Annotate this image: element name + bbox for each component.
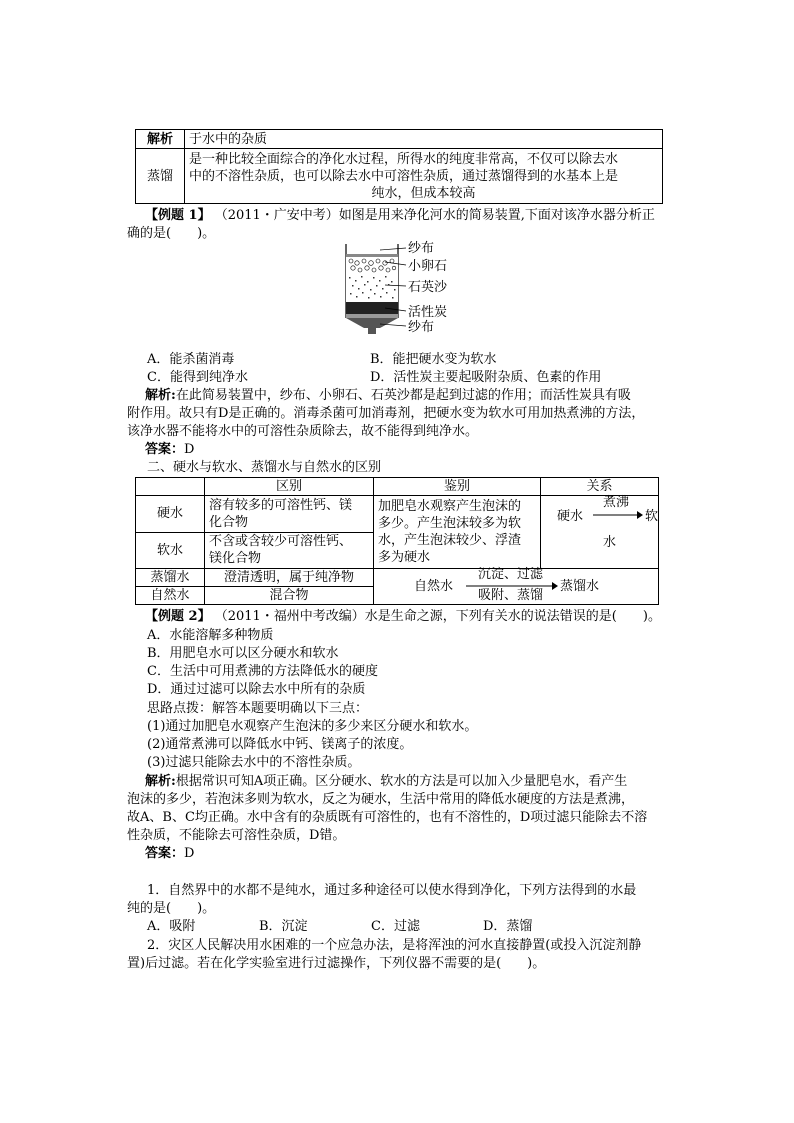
purification-table-cell: [185, 149, 663, 204]
exercise-text: 纯的是( )。: [127, 901, 216, 916]
table-cell: [374, 496, 541, 569]
section-title: 二、硬水与软水、蒸馏水与自然水的区别: [147, 460, 382, 475]
figure-label-pebbles: 小卵石: [408, 259, 448, 274]
table-cell: 澄清透明，属于纯净物: [205, 569, 374, 587]
analysis-label: 解析:: [145, 774, 176, 789]
relation-natural-distilled: [378, 566, 654, 604]
relation-hard-soft: [545, 495, 659, 568]
example-tag: 【例题 1】: [145, 208, 211, 223]
example-tag: 【例题 2】: [145, 609, 211, 624]
water-comparison-table: [135, 477, 659, 605]
row-header: 蒸馏水: [136, 569, 205, 587]
relation-condition: 煮沸: [603, 495, 630, 510]
option-d: D．通过过滤可以除去水中所有的杂质: [147, 682, 366, 697]
option-b: B．能把硬水变为软水: [370, 352, 497, 367]
exercise-option: C．过滤: [371, 919, 420, 934]
text-line: 多为硬水: [378, 550, 431, 565]
answer-value: D: [184, 442, 195, 457]
hint-item: (3)过滤只能除去水中的不溶性杂质。: [147, 755, 361, 770]
hint-item: (2)通常煮沸可以降低水中钙、镁离子的浓度。: [147, 737, 413, 752]
figure-label-gauze-top: 纱布: [408, 241, 435, 256]
text-line: 化合物: [209, 514, 249, 530]
column-header: 关系: [541, 478, 659, 496]
analysis-text: 根据常识可知A项正确。区分硬水、软水的方法是可以加入少量肥皂水，看产生: [175, 774, 628, 789]
exercise-text: 1．自然界中的水都不是纯水，通过多种途径可以使水得到净化，下列方法得到的水最: [147, 883, 637, 898]
relation-to: 软: [645, 509, 659, 524]
text-line: 不含或含较少可溶性钙、: [209, 534, 353, 550]
arrow-icon: [593, 510, 643, 520]
question-text: 确的是( )。: [127, 226, 216, 241]
text-line: 水，产生泡沫较少、浮渣: [378, 533, 522, 548]
purification-table-label: 蒸馏: [136, 149, 185, 204]
text-line: 中的不溶性杂质，也可以除去水中可溶性杂质，通过蒸馏得到的水基本上是: [189, 168, 619, 184]
text-line: 多少。产生泡沫较多为软: [378, 516, 522, 531]
exercise-text: 置)后过滤。若在化学实验室进行过滤操作，下列仪器不需要的是( )。: [127, 956, 546, 971]
answer-value: D: [184, 846, 195, 861]
relation-to: 蒸馏水: [560, 578, 600, 594]
analysis-text: 故A、B、C均正确。水中含有的杂质既有可溶性的，也有不溶性的，D项过滤只能除去不溶: [127, 810, 648, 825]
purification-table: [135, 129, 663, 204]
hint-title: 思路点拨：解答本题要明确以下三点：: [147, 701, 369, 716]
table-cell: [541, 496, 659, 569]
column-header: 区别: [205, 478, 374, 496]
analysis-text: 泡沫的多少，若泡沫多则为软水，反之为硬水，生活中常用的降低水硬度的方法是煮沸，: [127, 792, 635, 807]
hint-item: (1)通过加肥皂水观察产生泡沫的多少来区分硬水和软水。: [147, 719, 478, 734]
example1-question: [145, 207, 655, 224]
text-line: 加肥皂水观察产生泡沫的: [378, 499, 522, 514]
exercise-option: B．沉淀: [259, 919, 308, 934]
exercise-option: A．吸附: [147, 919, 196, 934]
table-cell: [205, 532, 374, 569]
analysis-text: 该净水器不能将水中的可溶性杂质除去，故不能得到纯净水。: [127, 424, 479, 439]
relation-to-suffix: 水: [603, 535, 617, 550]
analysis: [145, 387, 631, 404]
figure-label-quartz-sand: 石英沙: [408, 280, 448, 295]
option-b: B．用肥皂水可以区分硬水和软水: [147, 646, 339, 661]
option-a: A．水能溶解多种物质: [147, 628, 274, 643]
analysis-text: 附作用。故只有D是正确的。消毒杀菌可加消毒剂，把硬水变为软水可用加热煮沸的方法，: [127, 406, 645, 421]
purification-table-cell: 于水中的杂质: [185, 130, 663, 149]
answer: [145, 441, 194, 458]
text-line: 溶有较多的可溶性钙、镁: [209, 497, 353, 513]
text-line: 是一种比较全面综合的净化水过程，所得水的纯度非常高，不仅可以除去水: [189, 151, 619, 167]
option-d: D．活性炭主要起吸附杂质、色素的作用: [370, 370, 602, 385]
row-header: 软水: [136, 532, 205, 569]
relation-condition-top: 沉淀、过滤: [478, 566, 544, 582]
table-corner: [136, 478, 205, 496]
answer: [145, 845, 194, 862]
row-header: 硬水: [136, 496, 205, 533]
row-header: 自然水: [136, 587, 205, 605]
option-c: C．能得到纯净水: [147, 370, 248, 385]
relation-from: 自然水: [414, 578, 454, 594]
exercise-text: 2．灾区人民解决用水困难的一个应急办法，是将浑浊的河水直接静置(或投入沉淀剂静: [147, 938, 642, 953]
figure-label-gauze-bottom: 纱布: [408, 320, 435, 335]
exercise-option: D．蒸馏: [483, 919, 533, 934]
table-cell: 混合物: [205, 587, 374, 605]
analysis-text: 在此简易装置中，纱布、小卵石、石英沙都是起到过滤的作用；而活性炭具有吸: [175, 388, 631, 403]
relation-from: 硬水: [557, 509, 584, 524]
table-cell: [205, 496, 374, 533]
option-a: A．能杀菌消毒: [147, 352, 235, 367]
column-header: 鉴别: [374, 478, 541, 496]
text-line: 纯水，但成本较高: [371, 185, 476, 201]
purification-table-label: 解析: [136, 130, 185, 149]
table-cell: [374, 566, 659, 605]
analysis: [145, 773, 627, 790]
answer-label: 答案：: [145, 442, 185, 457]
analysis-label: 解析:: [145, 388, 176, 403]
relation-condition-bottom: 吸附、蒸馏: [478, 587, 544, 603]
analysis-text: 性杂质，不能除去可溶性杂质，D错。: [127, 828, 346, 843]
figure-label-activated-carbon: 活性炭: [408, 305, 448, 320]
question-text: （2011・福州中考改编）水是生命之源，下列有关水的说法错误的是( )。: [214, 609, 661, 624]
example2-question: [145, 608, 661, 625]
question-text: （2011・广安中考）如图是用来净化河水的简易装置,下面对该净水器分析正: [214, 208, 655, 223]
option-c: C．生活中可用煮沸的方法降低水的硬度: [147, 664, 378, 679]
answer-label: 答案：: [145, 846, 185, 861]
text-line: 镁化合物: [209, 551, 262, 567]
